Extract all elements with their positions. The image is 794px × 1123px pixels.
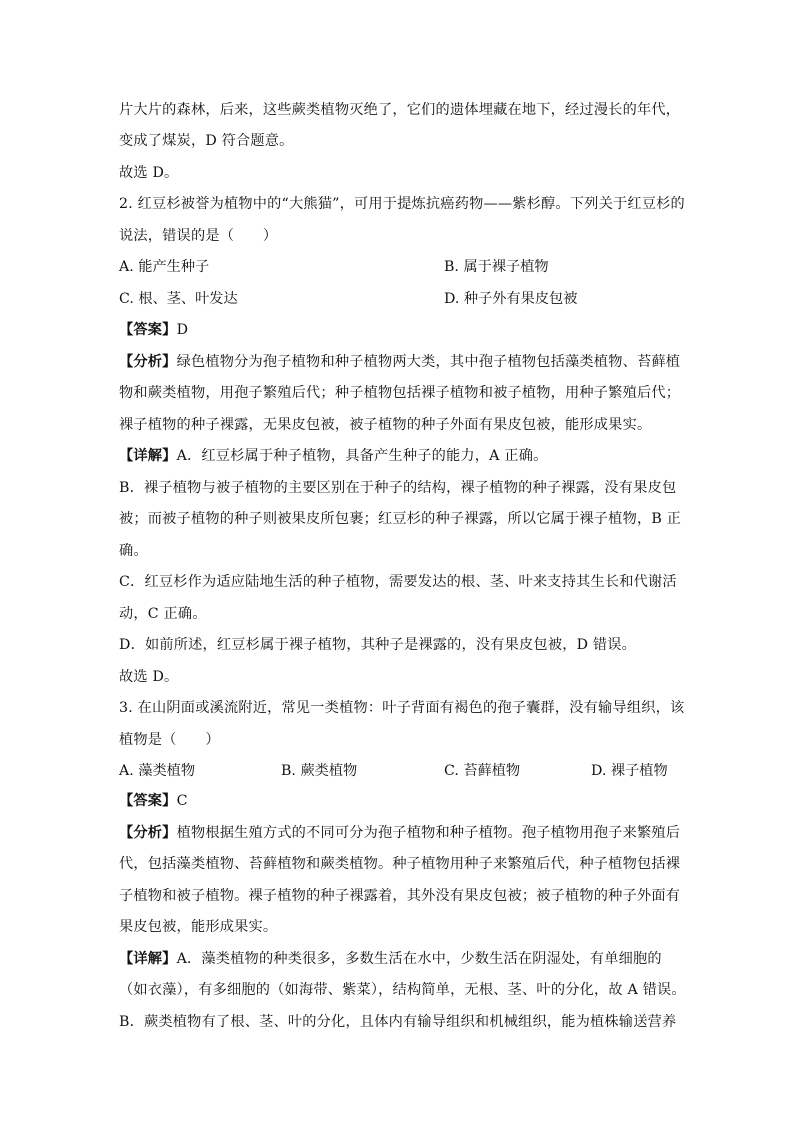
- q2-option-b: B. 属于裸子植物: [444, 259, 549, 275]
- question-2-stem: 2. 红豆杉被誉为植物中的“大熊猫”，可用于提炼抗癌药物——紫杉醇。下列关于红豆杉的: [119, 196, 685, 212]
- question-3-stem: 3. 在山阴面或溪流附近，常见一类植物：叶子背面有褐色的孢子囊群，没有输导组织，该: [119, 700, 685, 716]
- paragraph-line: 片大片的森林，后来，这些蕨类植物灭绝了，它们的遗体埋藏在地下，经过漫长的年代，: [119, 102, 681, 118]
- q2-analysis: [119, 352, 679, 372]
- q2-detail-line: C．红豆杉作为适应陆地生活的种子植物，需要发达的根、茎、叶来支持其生长和代谢活: [119, 574, 677, 590]
- answer-value: C: [176, 793, 188, 809]
- paragraph-line: 变成了煤炭，D 符合题意。: [119, 133, 294, 149]
- question-3-stem: 植物是（ ）: [119, 732, 220, 748]
- q3-option-c: C. 苔藓植物: [444, 763, 521, 779]
- q2-answer: [119, 320, 679, 340]
- conclusion-line: 故选 D。: [119, 165, 179, 181]
- q2-detail-line: D．如前所述，红豆杉属于裸子植物，其种子是裸露的，没有果皮包被，D 错误。: [119, 637, 637, 653]
- q3-analysis-line: 代，包括藻类植物、苔藓植物和蕨类植物。种子植物用种子来繁殖后代，种子植物包括裸: [119, 856, 681, 872]
- detail-tag: 【详解】: [119, 951, 177, 967]
- q3-detail: [119, 949, 679, 969]
- q2-option-d: D. 种子外有果皮包被: [444, 291, 578, 307]
- q2-option-c: C. 根、茎、叶发达: [119, 291, 238, 307]
- detail-text: A．红豆杉属于种子植物，具备产生种子的能力，A 正确。: [176, 448, 548, 464]
- q2-analysis-line: 裸子植物的种子裸露，无果皮包被，被子植物的种子外面有果皮包被，能形成果实。: [119, 417, 652, 433]
- analysis-tag: 【分析】: [119, 354, 177, 370]
- q3-detail-line: B．蕨类植物有了根、茎、叶的分化，且体内有输导组织和机械组织，能为植株输送营养: [119, 1014, 677, 1030]
- q3-answer: [119, 791, 679, 811]
- q3-analysis: [119, 823, 679, 843]
- q2-detail: [119, 446, 679, 466]
- analysis-text: 绿色植物分为孢子植物和种子植物两大类，其中孢子植物包括藻类植物、苔藓植: [176, 354, 681, 370]
- q2-detail-line: 被；而被子植物的种子则被果皮所包裹；红豆杉的种子裸露，所以它属于裸子植物，B 正: [119, 511, 682, 527]
- answer-value: D: [176, 322, 189, 338]
- q2-detail-line: B．裸子植物与被子植物的主要区别在于种子的结构，裸子植物的种子裸露，没有果皮包: [119, 480, 677, 496]
- analysis-tag: 【分析】: [119, 825, 177, 841]
- q2-analysis-line: 物和蕨类植物，用孢子繁殖后代；种子植物包括裸子植物和被子植物，用种子繁殖后代；: [119, 385, 681, 401]
- detail-tag: 【详解】: [119, 448, 177, 464]
- q3-analysis-line: 果皮包被，能形成果实。: [119, 919, 278, 935]
- q3-option-a: A. 藻类植物: [119, 763, 196, 779]
- q2-detail-line: 确。: [119, 543, 148, 559]
- q2-detail-line: 动，C 正确。: [119, 606, 207, 622]
- detail-text: A．藻类植物的种类很多，多数生活在水中，少数生活在阴湿处，有单细胞的: [176, 951, 662, 967]
- analysis-text: 植物根据生殖方式的不同可分为孢子植物和种子植物。孢子植物用孢子来繁殖后: [176, 825, 681, 841]
- q3-option-d: D. 裸子植物: [591, 763, 668, 779]
- answer-tag: 【答案】: [119, 793, 177, 809]
- question-2-stem: 说法，错误的是（ ）: [119, 228, 278, 244]
- answer-tag: 【答案】: [119, 322, 177, 338]
- q3-analysis-line: 子植物和被子植物。裸子植物的种子裸露着，其外没有果皮包被；被子植物的种子外面有: [119, 888, 681, 904]
- q3-option-b: B. 蕨类植物: [281, 763, 358, 779]
- conclusion-line: 故选 D。: [119, 669, 179, 685]
- q3-detail-line: （如衣藻），有多细胞的（如海带、紫菜），结构简单，无根、茎、叶的分化，故 A 错误。: [119, 982, 686, 998]
- q2-option-a: A. 能产生种子: [119, 259, 210, 275]
